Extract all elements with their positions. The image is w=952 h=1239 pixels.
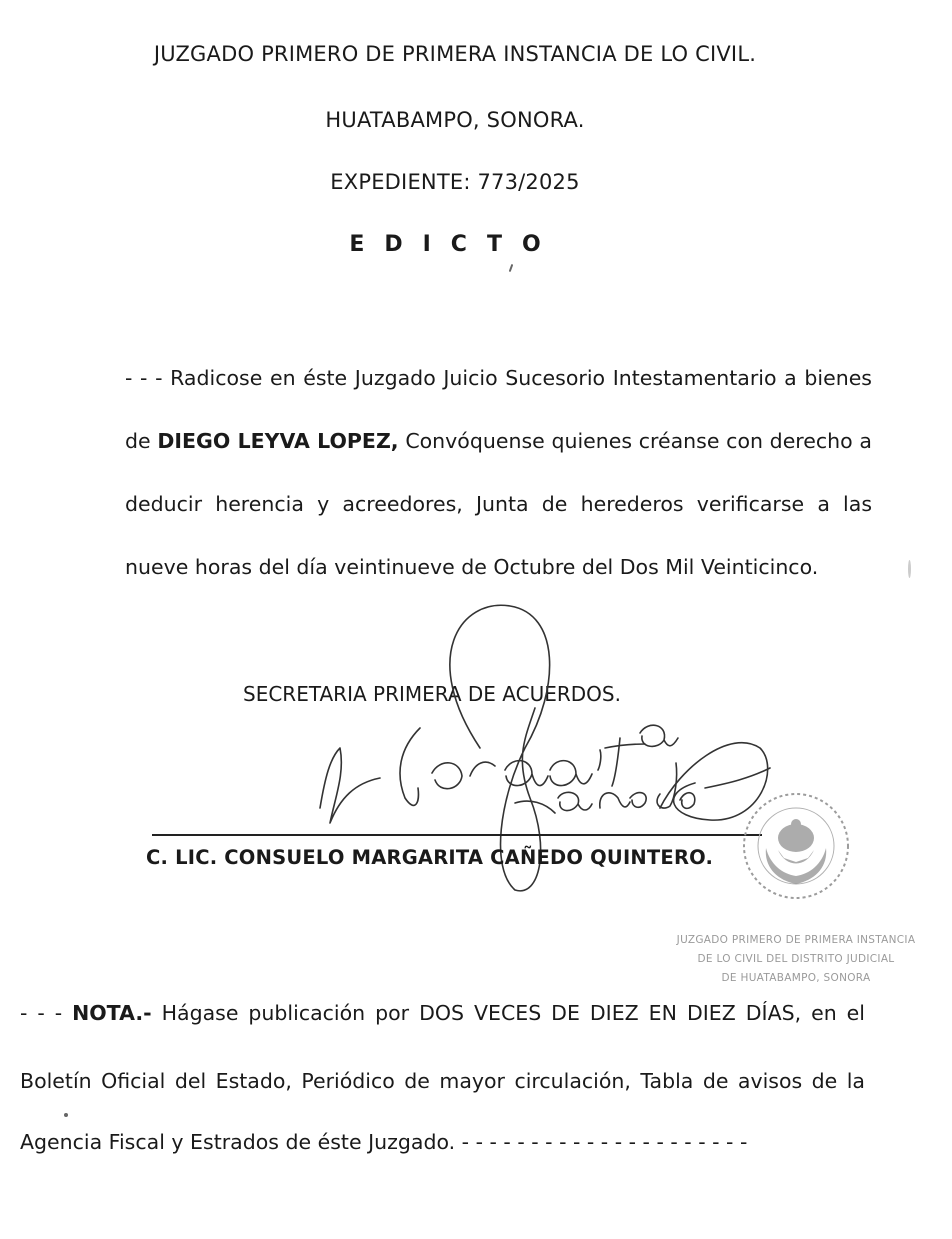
scan-artifact <box>908 560 911 578</box>
body-line-2 <box>125 428 872 454</box>
ink-speck <box>64 1113 68 1117</box>
note-line-1 <box>20 1000 865 1026</box>
body-line-2-prefix: de <box>125 429 151 453</box>
signer-role: SECRETARIA PRIMERA DE ACUERDOS. <box>243 682 621 706</box>
location-heading: HUATABAMPO, SONORA. <box>325 108 585 132</box>
body-line-1: - - - Radicose en éste Juzgado Juicio Sucesorio Intestamentario a bienes <box>125 366 872 390</box>
note-line-3: Agencia Fiscal y Estrados de éste Juzgado. - - - - - - - - - - - - - - - - - - - - - <box>20 1130 748 1154</box>
note-line-2: Boletín Oficial del Estado, Periódico de mayor circulación, Tabla de avisos de la <box>20 1069 865 1093</box>
body-line-2-rest: Convóquense quienes créanse con derecho a <box>405 429 872 453</box>
note-label: NOTA.- <box>72 1001 152 1025</box>
signature-line <box>152 834 762 836</box>
court-seal-icon <box>736 788 856 908</box>
deceased-name: DIEGO LEYVA LOPEZ, <box>157 429 399 453</box>
stamp-line-1: JUZGADO PRIMERO DE PRIMERA INSTANCIA <box>676 934 916 946</box>
document-title: EDICTO <box>349 232 561 257</box>
stamp-line-3: DE HUATABAMPO, SONORA <box>721 972 871 984</box>
tick-mark <box>509 264 514 272</box>
stamp-line-2: DE LO CIVIL DEL DISTRITO JUDICIAL <box>697 953 895 965</box>
file-number: EXPEDIENTE: 773/2025 <box>330 170 580 194</box>
signer-name: C. LIC. CONSUELO MARGARITA CAÑEDO QUINTERO. <box>146 846 714 869</box>
note-prefix: - - - <box>20 1001 63 1025</box>
body-line-3: deducir herencia y acreedores, Junta de herederos verificarse a las <box>125 492 872 516</box>
note-line-1-rest: Hágase publicación por DOS VECES DE DIEZ EN DIEZ DÍAS, en el <box>161 1001 865 1025</box>
body-line-4: nueve horas del día veintinueve de Octubre del Dos Mil Veinticinco. <box>125 555 819 579</box>
court-heading: JUZGADO PRIMERO DE PRIMERA INSTANCIA DE LO CIVIL. <box>153 42 757 66</box>
